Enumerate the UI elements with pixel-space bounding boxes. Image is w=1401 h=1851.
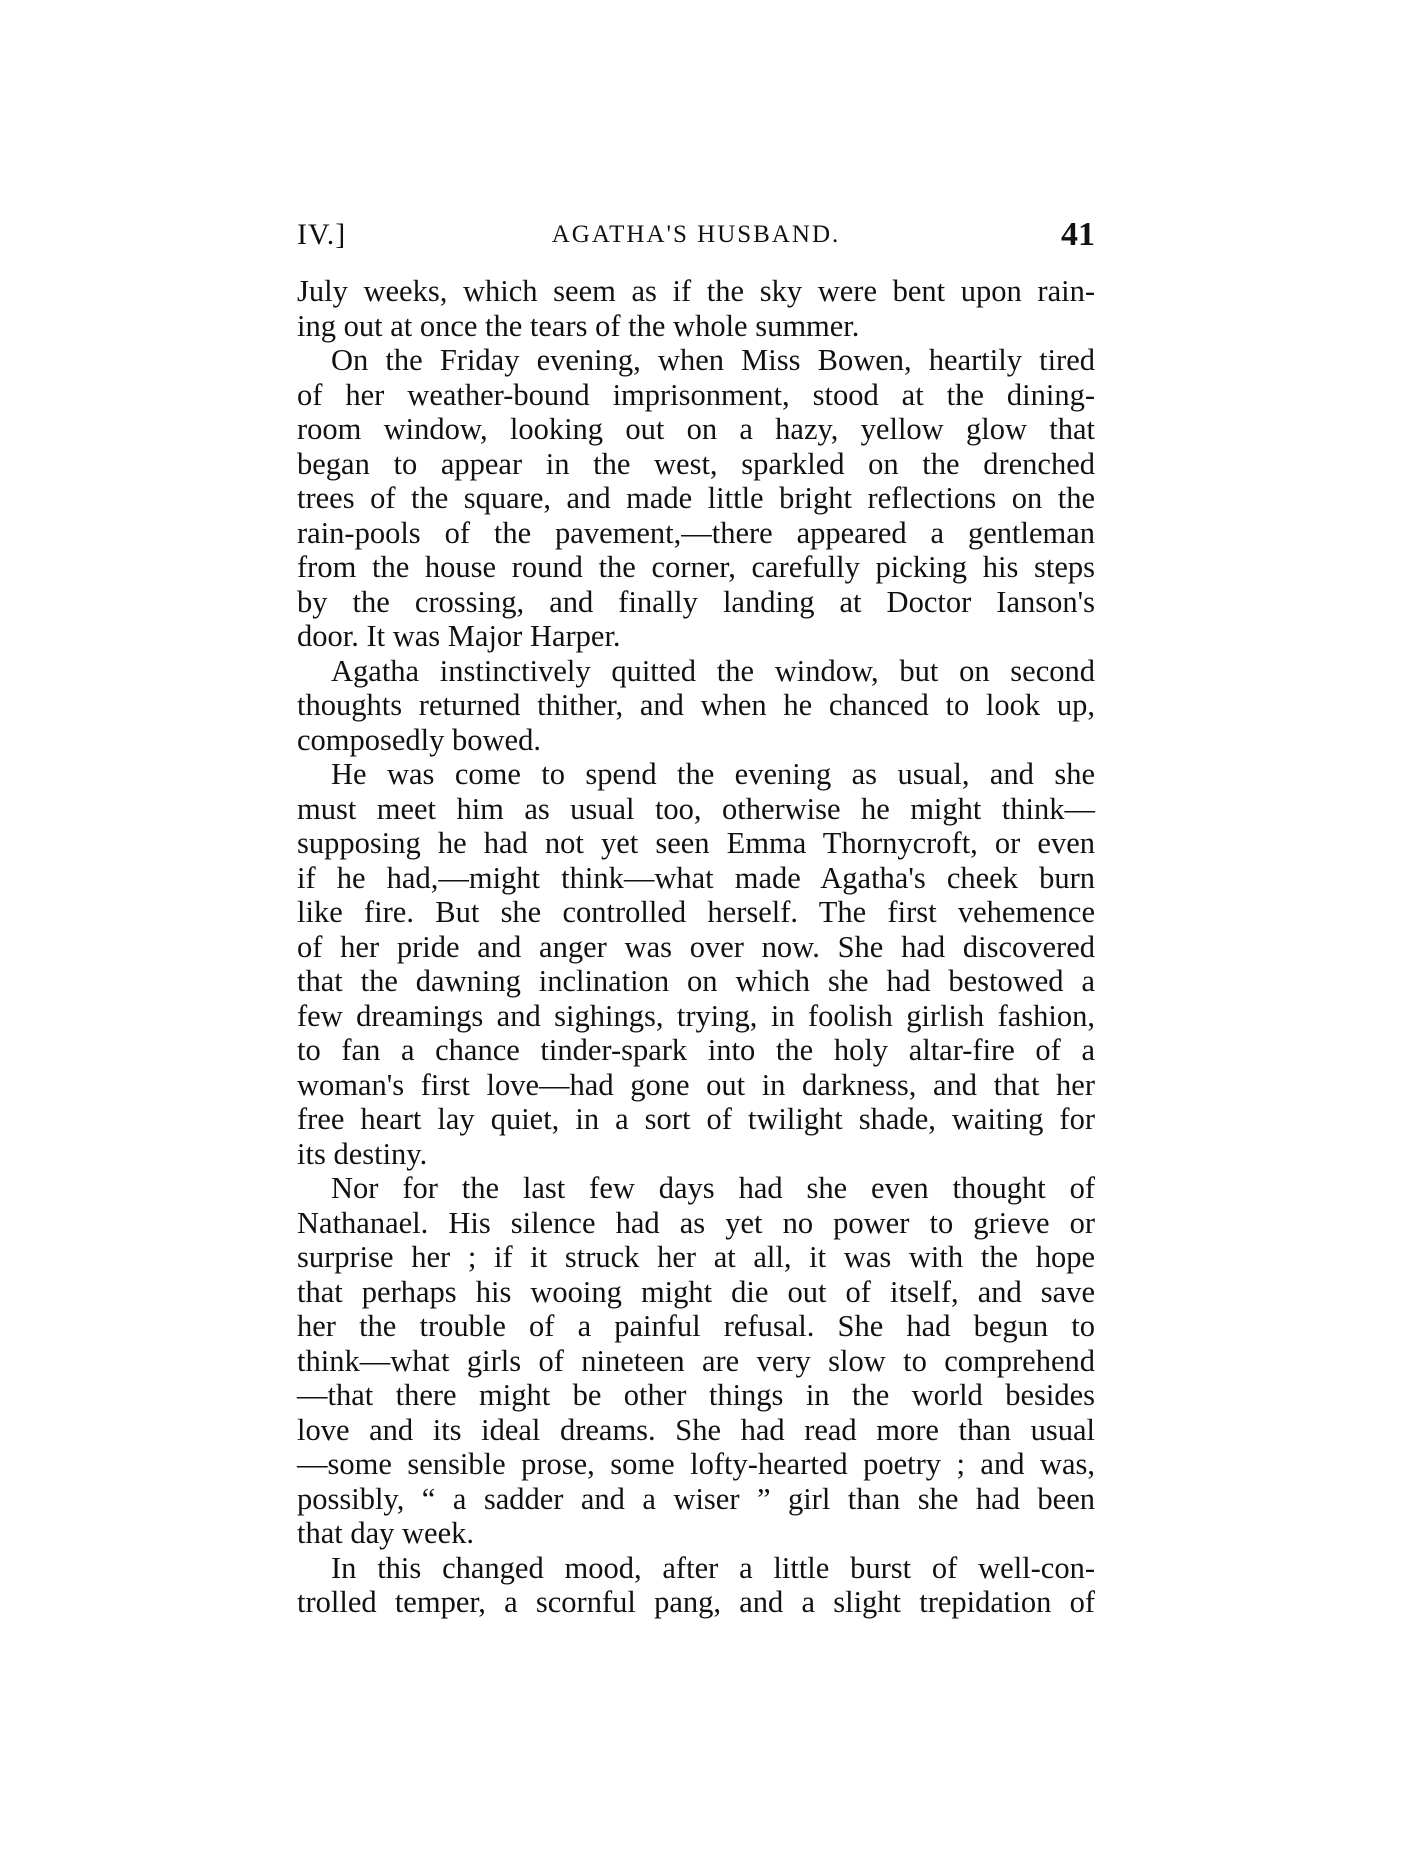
book-page (297, 212, 1095, 1620)
text-line: rain-pools of the pavement,—there appeared a gentleman (297, 515, 1095, 550)
text-line: In this changed mood, after a little burst of well-con- (331, 1550, 1095, 1585)
text-line: Agatha instinctively quitted the window, but on second (331, 653, 1095, 688)
text-line: On the Friday evening, when Miss Bowen, heartily tired (331, 343, 1095, 377)
text-line: began to appear in the west, sparkled on the drenched (297, 446, 1095, 481)
text-line: that the dawning inclination on which she had bestowed a (297, 964, 1095, 998)
text-line: from the house round the corner, carefully picking his steps (297, 550, 1095, 584)
text-line: love and its ideal dreams. She had read more than usual (297, 1412, 1095, 1447)
paragraph (297, 1171, 1095, 1551)
text-line: if he had,—might think—what made Agatha's cheek burn (297, 860, 1095, 895)
text-line: to fan a chance tinder-spark into the holy altar-fire of a (297, 1033, 1095, 1067)
text-line: room window, looking out on a hazy, yellow glow that (297, 412, 1095, 446)
text-line: few dreamings and sighings, trying, in foolish girlish fashion, (297, 998, 1095, 1033)
text-line: composedly bowed. (297, 722, 541, 757)
text-line: its destiny. (297, 1136, 428, 1171)
paragraph (297, 654, 1095, 758)
text-line: trolled temper, a scornful pang, and a slight trepidation of (297, 1585, 1095, 1619)
text-line: of her pride and anger was over now. She had discovered (297, 929, 1095, 964)
text-line: Nor for the last few days had she even thought of (331, 1171, 1095, 1205)
text-line: surprise her ; if it struck her at all, it was with the hope (297, 1240, 1095, 1274)
body-text (297, 274, 1095, 1620)
text-line: July weeks, which seem as if the sky were bent upon rain- (297, 274, 1095, 308)
paragraph (297, 274, 1095, 343)
text-line: thoughts returned thither, and when he chanced to look up, (297, 688, 1095, 722)
text-line: that perhaps his wooing might die out of itself, and save (297, 1274, 1095, 1309)
text-line: He was come to spend the evening as usual, and she (331, 757, 1095, 791)
text-line: that day week. (297, 1516, 474, 1550)
text-line: must meet him as usual too, otherwise he might think— (297, 791, 1095, 826)
text-line: think—what girls of nineteen are very slow to comprehend (297, 1343, 1095, 1378)
paragraph (297, 1551, 1095, 1620)
text-line: like fire. But she controlled herself. The first vehemence (297, 895, 1095, 929)
running-header (297, 212, 1095, 258)
paragraph (297, 757, 1095, 1171)
text-line: Nathanael. His silence had as yet no power to grieve or (297, 1205, 1095, 1240)
text-line: trees of the square, and made little bright reflections on the (297, 481, 1095, 515)
chapter-number: IV.] (297, 218, 347, 251)
text-line: by the crossing, and finally landing at Doctor Ianson's (297, 584, 1095, 619)
text-line: ing out at once the tears of the whole summer. (297, 308, 860, 343)
page-number: 41 (1061, 216, 1095, 253)
text-line: supposing he had not yet seen Emma Thornycroft, or even (297, 826, 1095, 860)
paragraph (297, 343, 1095, 654)
text-line: woman's first love—had gone out in darkness, and that her (297, 1067, 1095, 1102)
text-line: her the trouble of a painful refusal. She had begun to (297, 1309, 1095, 1343)
running-title: AGATHA'S HUSBAND. (551, 221, 841, 248)
text-line: possibly, “ a sadder and a wiser ” girl than she had been (297, 1481, 1095, 1516)
text-line: of her weather-bound imprisonment, stood at the dining- (297, 377, 1095, 412)
text-line: free heart lay quiet, in a sort of twilight shade, waiting for (297, 1102, 1095, 1136)
text-line: door. It was Major Harper. (297, 619, 621, 653)
text-line: —some sensible prose, some lofty-hearted poetry ; and was, (297, 1447, 1095, 1481)
text-line: —that there might be other things in the world besides (297, 1378, 1095, 1412)
